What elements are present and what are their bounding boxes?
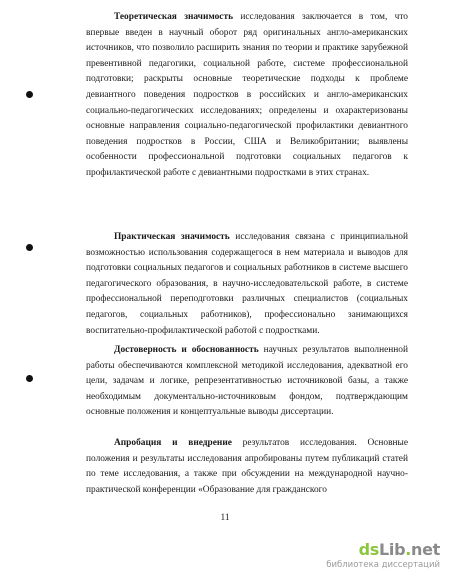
paragraph-text: научных результатов выполненной работы обеспечиваются комплексной методикой исследования, адекватной его цели, задачам и логике, репрезентативностью источниковой базы, а также необходимым документально-источниковым фондом, подтверждающим основные положения и концептуальные выводы диссертации. [86,345,408,418]
dslib-subtitle: библиотека диссертаций [326,560,440,570]
paragraph-reliability [86,343,408,421]
paragraph-text: результатов исследования. Основные положения и результаты исследования апробированы путем публикаций статей по теме исследования, а также при обсуждении на международной научно-практической конференции «Образование для гражданского [86,438,409,495]
page-number: 11 [220,513,230,523]
ink-blot [26,375,33,382]
paragraph-text: исследования заключается в том, что впервые введен в научный оборот ряд оригинальных англо-американских источников, что позволило расширить знания по теории и практике зарубежной превентивной педагогики, социальной работе, системе профессиональной подготовки; раскрыты основные теоретические подходы к проблеме девиантного поведения подростков в российских и англо-американских социально-педагогических исследованиях; определены и охарактеризованы основные направления социально-педагогической профилактики девиантного поведения подростков в России, США и Великобритании; выявлены особенности профессиональной подготовки социальных педагогов к профилактической работе с девиантными подростками в этих странах. [86,12,408,178]
paragraph-approbation [86,436,408,498]
paragraph-theoretical-significance [86,10,408,182]
paragraph-lead: Достоверность и обоснованность [114,345,259,355]
paragraph-lead: Апробация и внедрение [114,438,232,448]
dslib-watermark[interactable] [326,540,440,572]
ink-blot [26,244,33,251]
paragraph-lead: Теоретическая значимость [114,12,234,22]
ink-blot [26,91,33,98]
paragraph-lead: Практическая значимость [114,232,230,242]
paragraph-text: исследования связана с принципиальной возможностью использования содержащегося в нем материала и выводов для подготовки социальных педагогов и социальных работников в системе высшего педагогического образования, в научно-исследовательской работе, в системе профессиональной переподготовки различных специалистов (социальных педагогов, социальных работников), профессионально занимающихся воспитательно-профилактической работой с подростками. [86,232,409,336]
dslib-logo: dsLib.net [358,540,440,559]
paragraph-practical-significance [86,230,408,339]
